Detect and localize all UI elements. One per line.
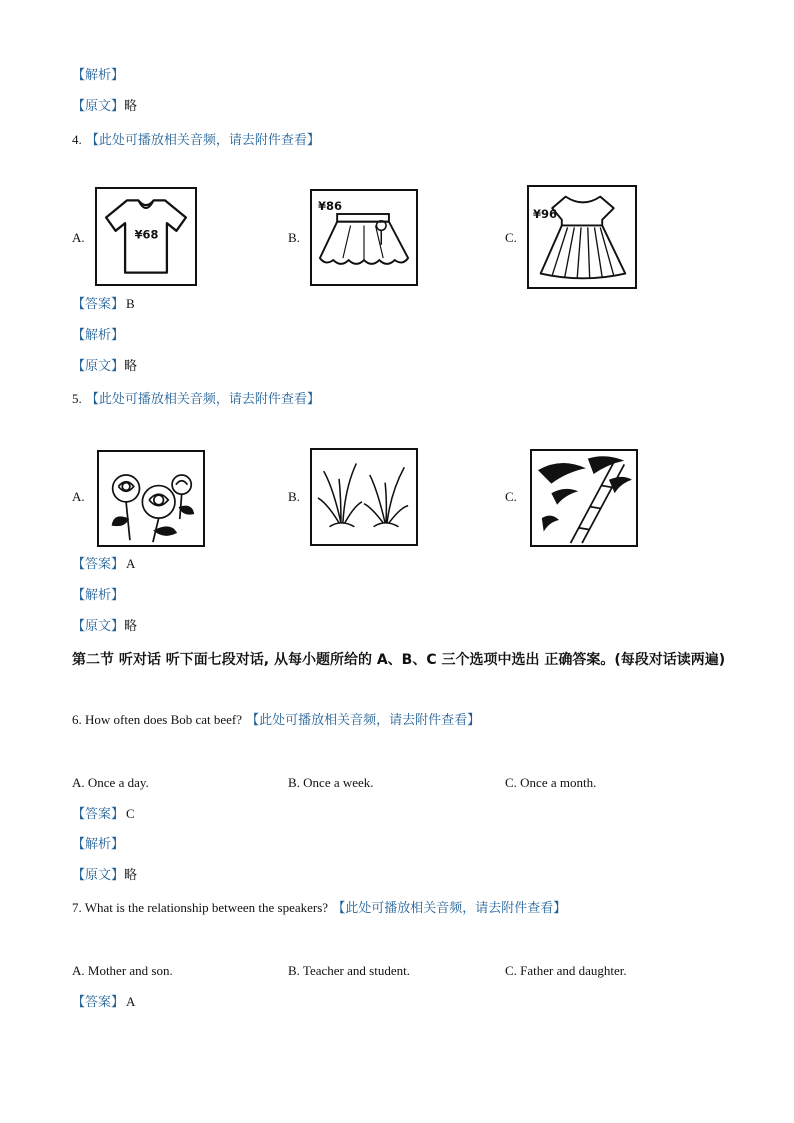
option-c-label: C. [505, 489, 517, 504]
option-b-image [310, 448, 418, 546]
bamboo-icon [532, 451, 636, 545]
audio-prompt: 【此处可播放相关音频，请去附件查看】 [85, 133, 320, 148]
section-heading: 第二节 听对话 听下面七段对话, 从每小题所给的 A、B、C 三个选项中选出 正确答案。(每段对话读两遍) [72, 652, 726, 668]
skirt-icon [312, 191, 416, 284]
question-7-header [72, 898, 566, 919]
question-number: 5. [72, 391, 82, 406]
option-b-image [310, 189, 418, 286]
analysis-label: 【解析】 [72, 68, 125, 83]
audio-prompt: 【此处可播放相关音频，请去附件查看】 [332, 901, 567, 916]
option-a: A. Once a day. [72, 775, 149, 790]
option-b: B. Once a week. [288, 775, 374, 790]
option-a-image [97, 450, 205, 547]
option-c-image [527, 185, 637, 289]
grass-icon [312, 450, 416, 544]
audio-prompt: 【此处可播放相关音频，请去附件查看】 [85, 392, 320, 407]
original-row [72, 617, 137, 637]
option-b: B. Teacher and student. [288, 963, 410, 978]
original-row [72, 97, 137, 117]
option-c: C. Father and daughter. [505, 963, 627, 978]
answer-label: 【答案】 [72, 807, 125, 822]
option-b-label: B. [288, 230, 300, 245]
option-a-label: A. [72, 230, 85, 245]
answer-row [72, 804, 135, 825]
option-c-label: C. [505, 230, 517, 245]
question-text: 7. What is the relationship between the speakers? [72, 900, 329, 915]
option-a-label: A. [72, 489, 85, 504]
original-text: 略 [124, 619, 138, 634]
answer-row [72, 992, 135, 1013]
analysis-label: 【解析】 [72, 588, 125, 603]
original-row [72, 357, 137, 377]
option-c: C. Once a month. [505, 775, 597, 790]
option-a-image [95, 187, 197, 286]
original-label: 【原文】 [72, 868, 125, 883]
analysis-label: 【解析】 [72, 328, 125, 343]
dress-icon [529, 187, 635, 287]
answer-row [72, 554, 135, 575]
original-label: 【原文】 [72, 619, 125, 634]
answer-value: C [126, 806, 135, 821]
question-number: 4. [72, 132, 82, 147]
option-a: A. Mother and son. [72, 963, 173, 978]
price-label: ¥86 [317, 199, 342, 214]
audio-prompt: 【此处可播放相关音频，请去附件查看】 [246, 713, 481, 728]
answer-label: 【答案】 [72, 557, 125, 572]
original-text: 略 [124, 868, 138, 883]
answer-value: A [126, 556, 136, 571]
original-text: 略 [124, 359, 138, 374]
price-label: ¥96 [532, 206, 558, 221]
answer-label: 【答案】 [72, 995, 125, 1010]
original-row [72, 866, 137, 886]
question-4-header [72, 130, 320, 151]
option-c-image [530, 449, 638, 547]
original-label: 【原文】 [72, 359, 125, 374]
answer-value: B [126, 296, 135, 311]
answer-value: A [126, 994, 136, 1009]
question-5-header [72, 389, 320, 410]
price-label: ¥68 [134, 227, 159, 242]
option-b-label: B. [288, 489, 300, 504]
answer-label: 【答案】 [72, 297, 125, 312]
question-text: 6. How often does Bob cat beef? [72, 712, 243, 727]
analysis-label: 【解析】 [72, 837, 125, 852]
question-6-header [72, 710, 480, 731]
answer-row [72, 294, 135, 315]
original-text: 略 [124, 99, 138, 114]
original-label: 【原文】 [72, 99, 125, 114]
t-shirt-icon [97, 189, 195, 284]
roses-icon [99, 452, 203, 545]
